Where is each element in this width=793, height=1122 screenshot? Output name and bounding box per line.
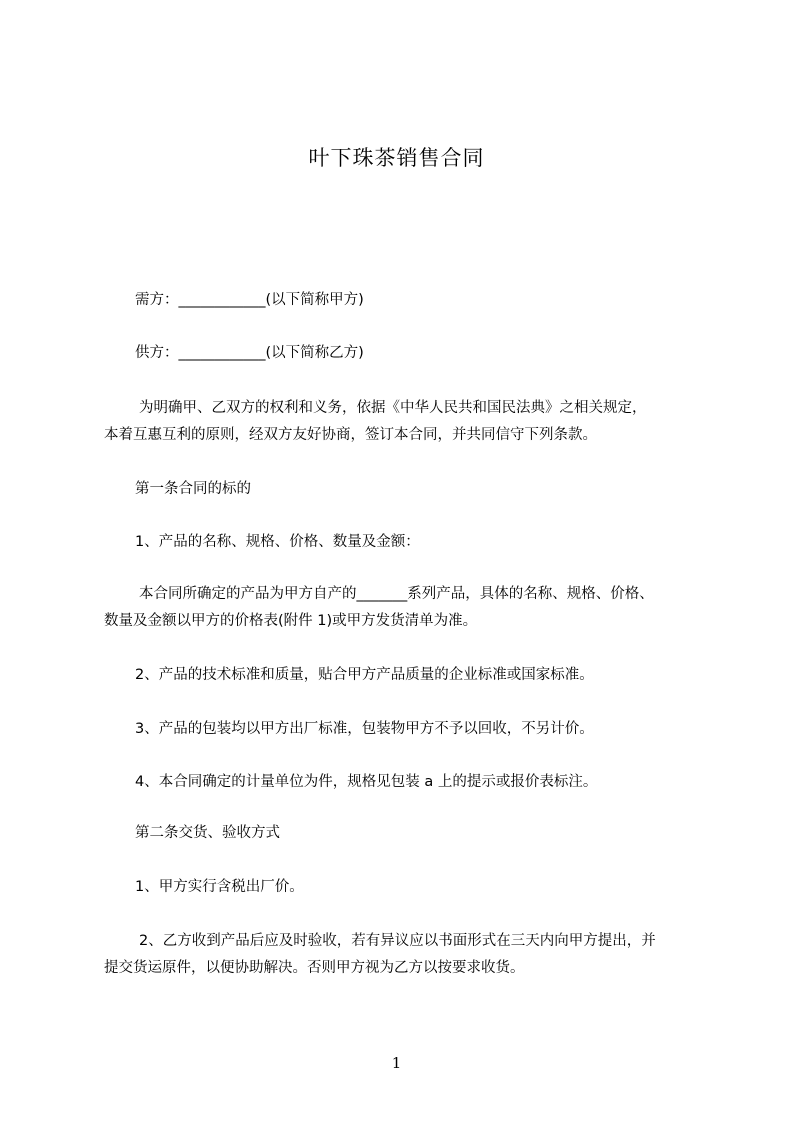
clause-1-1-detail-line-1: 本合同所确定的产品为甲方自产的_______系列产品，具体的名称、规格、价格、: [139, 586, 654, 602]
article-2-heading: 第二条交货、验收方式: [135, 825, 280, 841]
clause-1-3: 3、产品的包装均以甲方出厂标准，包装物甲方不予以回收，不另计价。: [135, 721, 594, 737]
clause-1-1: 1、产品的名称、规格、价格、数量及金额：: [135, 534, 420, 550]
clause-1-1-detail: [104, 581, 704, 635]
seller-line: 供方：____________(以下简称乙方): [135, 345, 364, 361]
clause-2-2-line-1: 2、乙方收到产品后应及时验收，若有异议应以书面形式在三天内向甲方提出，并: [139, 933, 656, 949]
buyer-line: 需方：____________(以下简称甲方): [135, 292, 364, 308]
clause-1-4: 4、本合同确定的计量单位为件，规格见包装 a 上的提示或报价表标注。: [135, 774, 598, 790]
document-title: 叶下珠茶销售合同: [308, 146, 485, 170]
clause-2-2: [104, 928, 704, 982]
clause-2-2-line-2: 提交货运原件，以便协助解决。否则甲方视为乙方以按要求收货。: [104, 960, 525, 976]
page-number: 1: [391, 1054, 402, 1072]
intro-line-2: 本着互惠互利的原则，经双方友好协商，签订本合同，并共同信守下列条款。: [104, 427, 597, 443]
intro-paragraph: [104, 395, 704, 449]
clause-2-1: 1、甲方实行含税出厂价。: [135, 879, 304, 895]
clause-1-2: 2、产品的技术标准和质量，贴合甲方产品质量的企业标准或国家标准。: [135, 667, 594, 683]
intro-line-1: 为明确甲、乙双方的权利和义务，依据《中华人民共和国民法典》之相关规定，: [139, 400, 647, 416]
clause-1-1-detail-line-2: 数量及金额以甲方的价格表(附件 1)或甲方发货清单为准。: [104, 613, 478, 629]
article-1-heading: 第一条合同的标的: [135, 481, 251, 497]
